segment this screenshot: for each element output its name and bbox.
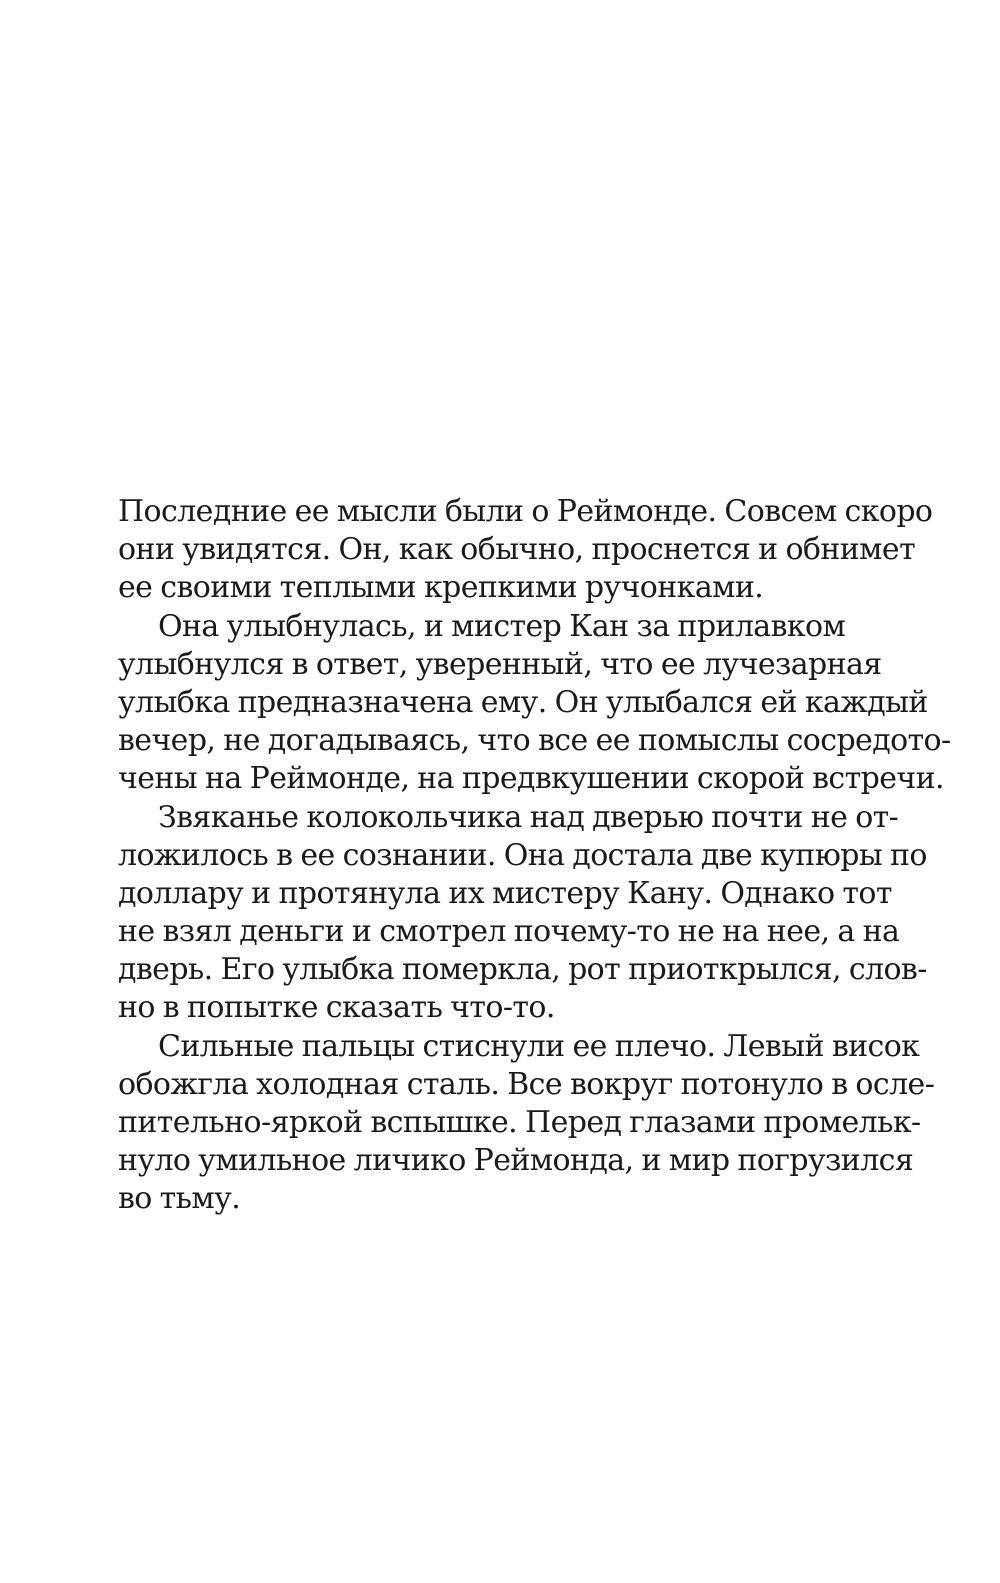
text-line: Последние ее мысли были о Реймонде. Совсем скоро bbox=[118, 494, 933, 529]
text-line: обожгла холодная сталь. Все вокруг потонуло в осле- bbox=[118, 1066, 935, 1102]
text-line: ее своими теплыми крепкими ручонками. bbox=[118, 570, 764, 606]
body-text bbox=[118, 493, 951, 1219]
text-line: Она улыбнулась, и мистер Кан за прилавком bbox=[158, 608, 846, 644]
text-line: Звяканье колокольчика над дверью почти не от- bbox=[158, 799, 899, 835]
text-line: ложилось в ее сознании. Она достала две купюры по bbox=[118, 837, 927, 873]
text-line: Сильные пальцы стиснули ее плечо. Левый висок bbox=[158, 1028, 920, 1064]
text-line: чены на Реймонде, на предвкушении скорой встречи. bbox=[118, 761, 944, 797]
text-line: улыбка предназначена ему. Он улыбался ей каждый bbox=[118, 684, 928, 720]
text-line: не взял деньги и смотрел почему-то не на нее, а на bbox=[118, 914, 900, 950]
paragraph-3 bbox=[118, 799, 927, 1028]
paragraph-4 bbox=[118, 1028, 935, 1219]
text-line: доллару и протянула их мистеру Кану. Однако тот bbox=[118, 875, 892, 911]
text-line: улыбнулся в ответ, уверенный, что ее лучезарная bbox=[118, 646, 882, 682]
text-line: во тьму. bbox=[118, 1181, 241, 1217]
text-line: они увидятся. Он, как обычно, проснется и обнимет bbox=[118, 532, 916, 568]
paragraph-1 bbox=[118, 493, 933, 608]
text-line: пительно-яркой вспышке. Перед глазами промельк- bbox=[118, 1105, 921, 1140]
text-line: нуло умильное личико Реймонда, и мир погрузился bbox=[118, 1143, 914, 1179]
text-line: вечер, не догадываясь, что все ее помыслы сосредото- bbox=[118, 723, 951, 759]
paragraph-2 bbox=[118, 608, 951, 799]
text-line: но в попытке сказать что-то. bbox=[118, 990, 555, 1026]
text-line: дверь. Его улыбка померкла, рот приоткрылся, слов- bbox=[118, 952, 927, 988]
